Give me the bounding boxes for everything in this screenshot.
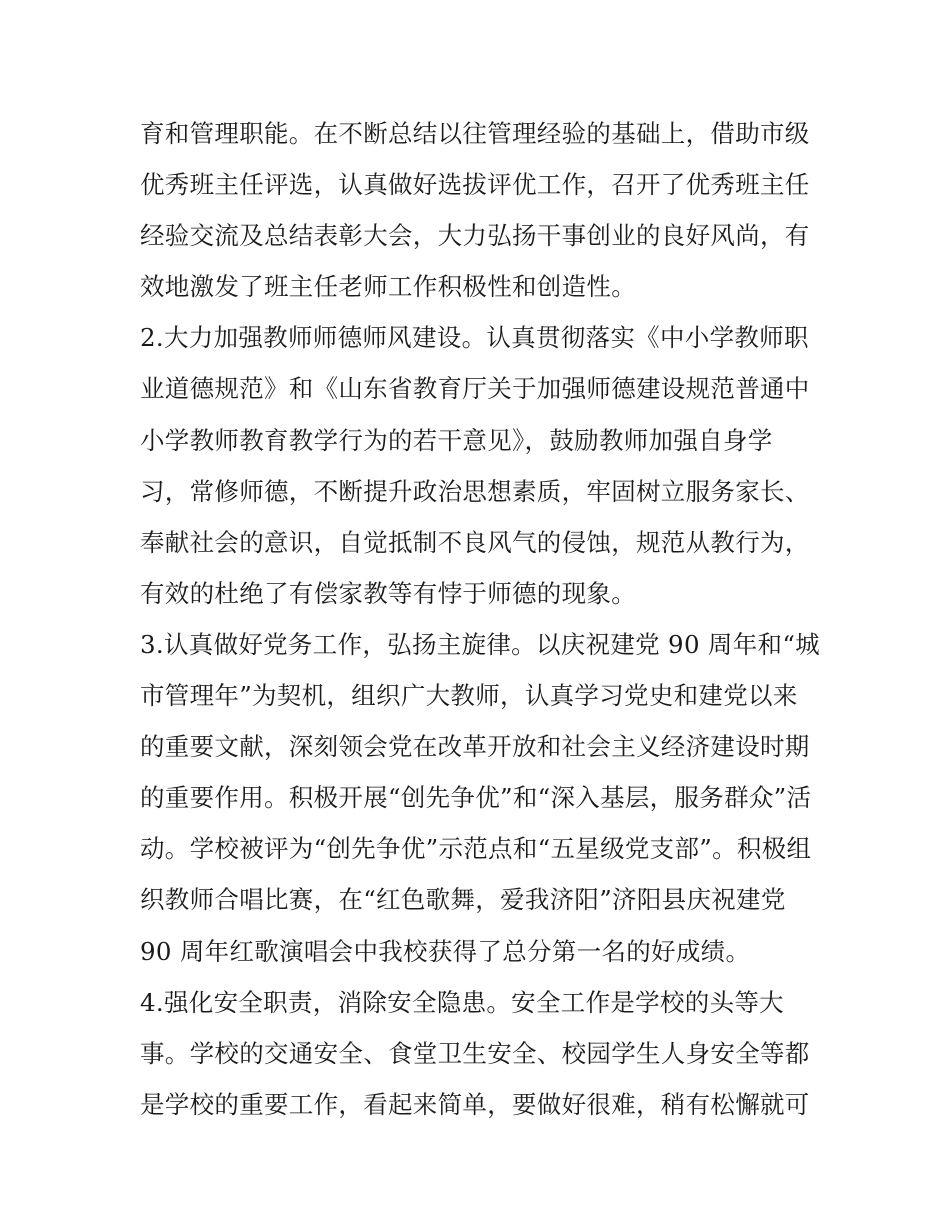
text-line: 育和管理职能。在不断总结以往管理经验的基础上，借助市级 xyxy=(140,119,810,148)
text-line: 经验交流及总结表彰大会，大力弘扬干事创业的良好风尚，有 xyxy=(140,221,810,251)
text-line: 2.大力加强教师师德师风建设。认真贯彻落实《中小学教师职 xyxy=(140,323,809,353)
text-line: 奉献社会的意识，自觉抵制不良风气的侵蚀，规范从教行为， xyxy=(140,527,810,557)
text-line: 优秀班主任评选，认真做好选拔评优工作，召开了优秀班主任 xyxy=(140,170,810,200)
text-line: 业道德规范》和《山东省教育厅关于加强师德建设规范普通中 xyxy=(140,374,810,404)
text-line: 是学校的重要工作，看起来简单，要做好很难，稍有松懈就可 xyxy=(140,1089,810,1119)
text-line: 90 周年红歌演唱会中我校获得了总分第一名的好成绩。 xyxy=(140,936,751,966)
text-line: 小学教师教育教学行为的若干意见》，鼓励教师加强自身学 xyxy=(140,425,773,455)
text-line: 事。学校的交通安全、食堂卫生安全、校园学生人身安全等都 xyxy=(140,1038,810,1068)
text-line: 的重要作用。积极开展“创先争优”和“深入基层，服务群众”活 xyxy=(140,783,812,813)
text-line: 有效的杜绝了有偿家教等有悖于师德的现象。 xyxy=(140,578,636,608)
text-line: 3.认真做好党务工作，弘扬主旋律。以庆祝建党 90 周年和“城 xyxy=(140,629,820,659)
text-line: 市管理年”为契机，组织广大教师，认真学习党史和建党以来 xyxy=(140,681,798,711)
text-line: 习，常修师德，不断提升政治思想素质，牢固树立服务家长、 xyxy=(140,476,810,506)
text-line: 效地激发了班主任老师工作积极性和创造性。 xyxy=(140,272,636,302)
document-body xyxy=(140,108,830,1130)
text-line: 织教师合唱比赛，在“红色歌舞，爱我济阳”济阳县庆祝建党 xyxy=(140,885,786,915)
text-line: 4.强化安全职责，消除安全隐患。安全工作是学校的头等大 xyxy=(140,987,784,1017)
text-line: 动。学校被评为“创先争优”示范点和“五星级党支部”。积极组 xyxy=(140,834,812,864)
text-line: 的重要文献，深刻领会党在改革开放和社会主义经济建设时期 xyxy=(140,732,810,762)
